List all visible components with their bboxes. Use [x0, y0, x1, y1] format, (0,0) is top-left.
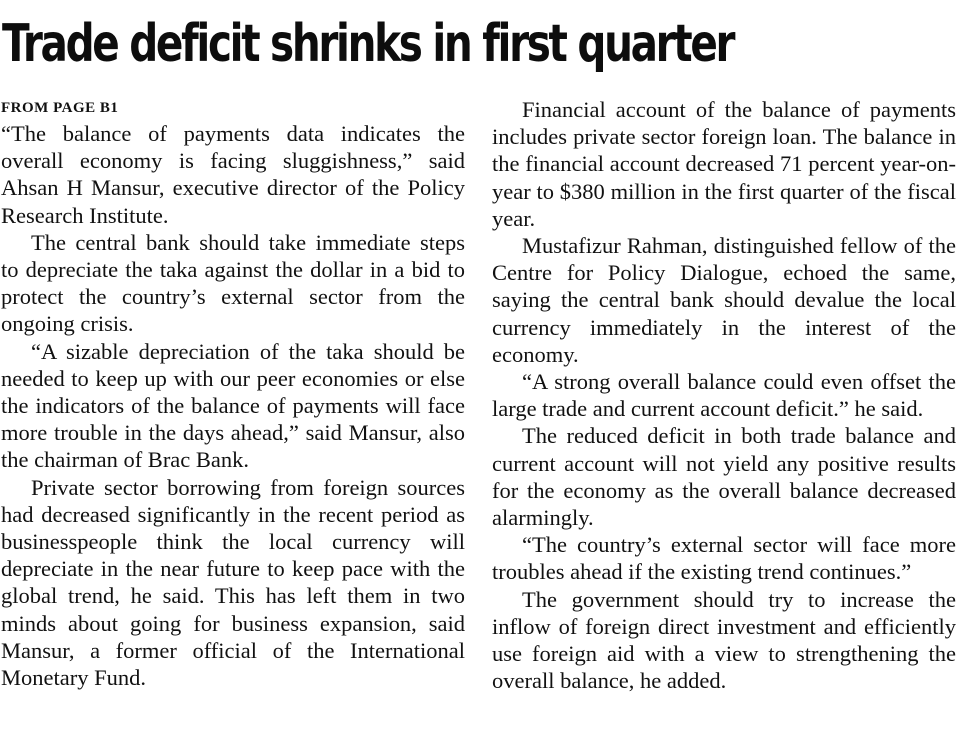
headline: Trade deficit shrinks in first quarter [2, 14, 734, 74]
paragraph: Mustafizur Rahman, distinguished fellow of the Centre for Policy Dialogue, echoed the same, saying the central bank should devalue the local currency immediately in the interest of the economy. [492, 233, 956, 367]
paragraph: The reduced deficit in both trade balance and current account will not yield any positive results for the economy as the overall balance decreased alarmingly. [492, 423, 956, 531]
paragraph: “The balance of payments data indicates the overall economy is facing sluggishness,” said Ahsan H Mansur, executive director of the Policy Research Institute. [1, 121, 465, 228]
article-column-right [492, 96, 956, 694]
paragraph: The central bank should take immediate steps to depreciate the taka against the dollar in a bid to protect the country’s external sector from the ongoing crisis. [1, 229, 465, 337]
paragraph: “The country’s external sector will face more troubles ahead if the existing trend continues.” [492, 532, 956, 585]
paragraph: “A strong overall balance could even offset the large trade and current account deficit.” he said. [492, 369, 956, 422]
continuation-kicker: FROM PAGE B1 [1, 100, 119, 116]
paragraph: Private sector borrowing from foreign sources had decreased significantly in the recent period as businesspeople think the local currency will depreciate in the near future to keep pace with the global trend, he said. This has left them in two minds about going for business expansion, said Mansur, a former official of the International Monetary Fund. [1, 474, 465, 691]
article-column-left [1, 96, 465, 691]
paragraph: The government should try to increase the inflow of foreign direct investment and efficiently use foreign aid with a view to strengthening the overall balance, he added. [492, 586, 956, 694]
paragraph: “A sizable depreciation of the taka should be needed to keep up with our peer economies or else the indicators of the balance of payments will face more trouble in the days ahead,” said Mansur, also the chairman of Brac Bank. [1, 338, 465, 473]
paragraph: Financial account of the balance of payments includes private sector foreign loan. The balance in the financial account decreased 71 percent year-on-year to $380 million in the first quarter of the fiscal year. [492, 97, 956, 231]
